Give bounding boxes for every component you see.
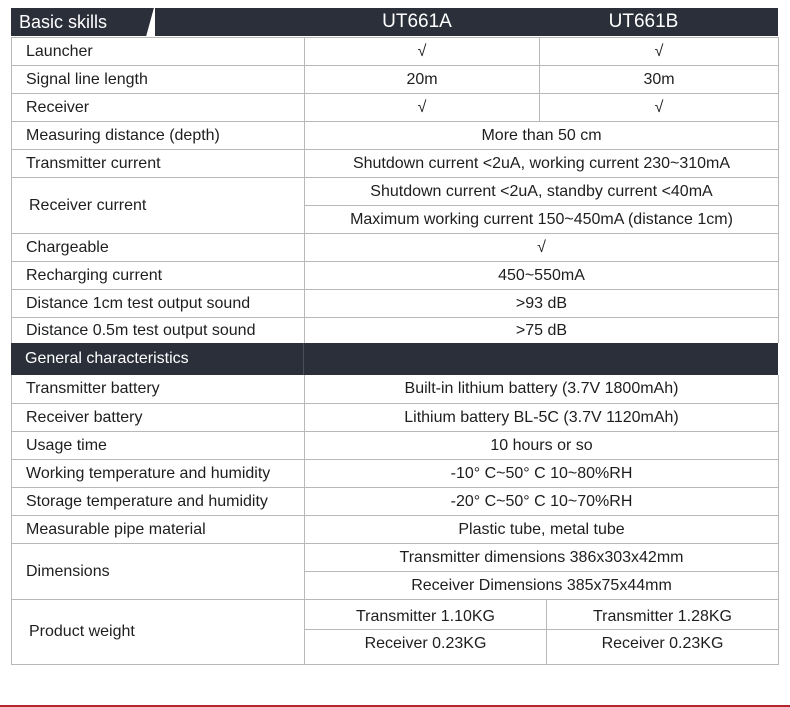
column-ut661b: UT661B <box>608 11 679 32</box>
transmitter-current-value: Shutdown current <2uA, working current 230~310mA <box>304 149 778 177</box>
sound-1cm-value: >93 dB <box>304 289 778 317</box>
basic-skills-title: Basic skills <box>11 8 147 36</box>
receiver-ut661b-check: √ <box>539 93 778 121</box>
column-ut661a: UT661A <box>382 11 452 32</box>
working-temperature-value: -10° C~50° C 10~80%RH <box>304 459 778 487</box>
row-label-sound-1cm: Distance 1cm test output sound <box>11 289 304 317</box>
row-label-chargeable: Chargeable <box>11 233 304 261</box>
row-label-product-weight: Product weight <box>11 599 304 664</box>
row-label-transmitter-current: Transmitter current <box>11 149 304 177</box>
header-divider <box>303 343 304 375</box>
row-label-receiver-current: Receiver current <box>11 177 304 233</box>
row-label-receiver: Receiver <box>11 93 304 121</box>
row-label-transmitter-battery: Transmitter battery <box>11 375 304 403</box>
recharging-current-value: 450~550mA <box>304 261 778 289</box>
dimensions-receiver-value: Receiver Dimensions 385x75x44mm <box>304 571 778 599</box>
weight-ut661a-transmitter: Transmitter 1.10KG <box>304 599 546 629</box>
sound-05m-value: >75 dB <box>304 317 778 343</box>
receiver-current-value-1: Shutdown current <2uA, standby current <40mA <box>304 177 778 205</box>
dimensions-transmitter-value: Transmitter dimensions 386x303x42mm <box>304 543 778 571</box>
signal-ut661a-value: 20m <box>304 65 539 93</box>
row-label-dimensions: Dimensions <box>11 543 304 599</box>
table-bottom-border <box>11 664 779 665</box>
receiver-battery-value: Lithium battery BL-5C (3.7V 1120mAh) <box>304 403 778 431</box>
weight-ut661b-transmitter: Transmitter 1.28KG <box>546 599 778 629</box>
storage-temperature-value: -20° C~50° C 10~70%RH <box>304 487 778 515</box>
row-label-storage-temperature: Storage temperature and humidity <box>11 487 304 515</box>
launcher-ut661b-check: √ <box>539 37 778 65</box>
basic-skills-header <box>11 8 778 36</box>
depth-value: More than 50 cm <box>304 121 778 149</box>
chargeable-check: √ <box>304 233 778 261</box>
pipe-material-value: Plastic tube, metal tube <box>304 515 778 543</box>
row-label-working-temperature: Working temperature and humidity <box>11 459 304 487</box>
row-label-depth: Measuring distance (depth) <box>11 121 304 149</box>
general-characteristics-header <box>11 343 778 375</box>
receiver-current-value-2: Maximum working current 150~450mA (distance 1cm) <box>304 205 778 233</box>
row-label-receiver-battery: Receiver battery <box>11 403 304 431</box>
weight-ut661a-receiver: Receiver 0.23KG <box>304 629 546 664</box>
launcher-ut661a-check: √ <box>304 37 539 65</box>
signal-ut661b-value: 30m <box>539 65 778 93</box>
weight-ut661b-receiver: Receiver 0.23KG <box>546 629 778 664</box>
row-label-launcher: Launcher <box>11 37 304 65</box>
row-label-pipe-material: Measurable pipe material <box>11 515 304 543</box>
row-label-usage-time: Usage time <box>11 431 304 459</box>
row-label-signal-line: Signal line length <box>11 65 304 93</box>
transmitter-battery-value: Built-in lithium battery (3.7V 1800mAh) <box>304 375 778 403</box>
table-right-border-lower <box>778 375 779 664</box>
row-label-sound-05m: Distance 0.5m test output sound <box>11 317 304 343</box>
general-characteristics-title: General characteristics <box>25 350 189 367</box>
row-label-recharging-current: Recharging current <box>11 261 304 289</box>
receiver-ut661a-check: √ <box>304 93 539 121</box>
table-right-border <box>778 37 779 343</box>
usage-time-value: 10 hours or so <box>304 431 778 459</box>
